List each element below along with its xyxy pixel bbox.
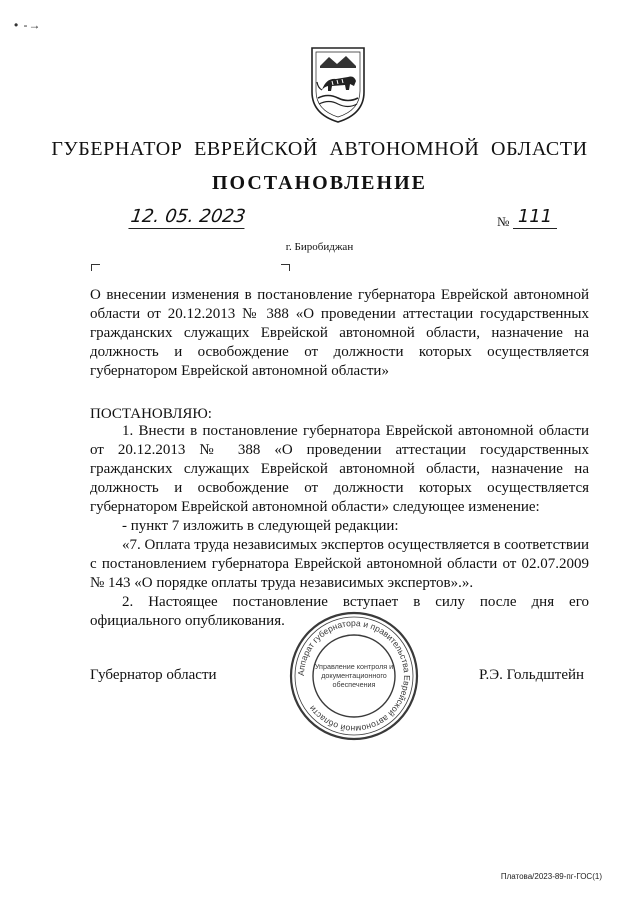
footer-reference: Платова/2023-89-пг-ГОС(1)	[500, 872, 602, 881]
date-field: 12. 05. 2023	[129, 206, 247, 227]
subject-bracket-left	[91, 264, 100, 271]
subject-bracket-right	[281, 264, 290, 271]
document-subject: О внесении изменения в постановление губернатора Еврейской автономной области от 20.12.2013 № 388 «О проведении аттестации государственных гражданских служащих Еврейской автономной области, назначение на должность и освобождение от должности которых осуществляется губернатором Еврейской автономной области»	[90, 287, 589, 379]
decree-paragraph-amendment-intro: - пункт 7 изложить в следующей редакции:	[122, 518, 399, 534]
decree-paragraph-quoted-text: «7. Оплата труда независимых экспертов осуществляется в соответствии с постановлением губернатора Еврейской автономной области от 02.07.2009 № 143 «О порядке оплаты труда независимых экспертов».».	[90, 537, 589, 591]
corner-mark: • -→	[14, 18, 42, 32]
document-type-heading: ПОСТАНОВЛЕНИЕ	[212, 172, 427, 194]
decree-word: ПОСТАНОВЛЯЮ:	[90, 406, 212, 422]
stamp-center-line-2: документационного	[321, 671, 387, 680]
decree-paragraph-2: 2. Настоящее постановление вступает в силу после дня его официального опубликования.	[90, 594, 589, 629]
regional-coat-of-arms-icon	[302, 44, 374, 124]
signatory-name: Р.Э. Гольдштейн	[479, 667, 585, 683]
city-name: г. Биробиджан	[285, 241, 354, 253]
signature-title: Губернатор области	[90, 667, 217, 683]
official-stamp-icon	[288, 610, 420, 742]
decree-paragraph-1: 1. Внести в постановление губернатора Еврейской автономной области от 20.12.2013 № 388 «О проведении аттестации государственных гражданских служащих Еврейской автономной области, назначение на должность и освобождение от должности которых осуществляется губернатором Еврейской автономной области» следующее изменение:	[90, 423, 589, 515]
stamp-ring-text: Аппарат губернатора и правительства Еврейской автономной области	[295, 617, 413, 735]
number-label: №	[497, 214, 510, 229]
document-number: 111	[513, 206, 557, 229]
governor-title: ГУБЕРНАТОР ЕВРЕЙСКОЙ АВТОНОМНОЙ ОБЛАСТИ	[51, 138, 588, 160]
decree-body	[90, 422, 589, 631]
stamp-center-line-3: обеспечения	[332, 680, 376, 689]
stamp-center-line-1: Управление контроля и	[314, 662, 394, 671]
